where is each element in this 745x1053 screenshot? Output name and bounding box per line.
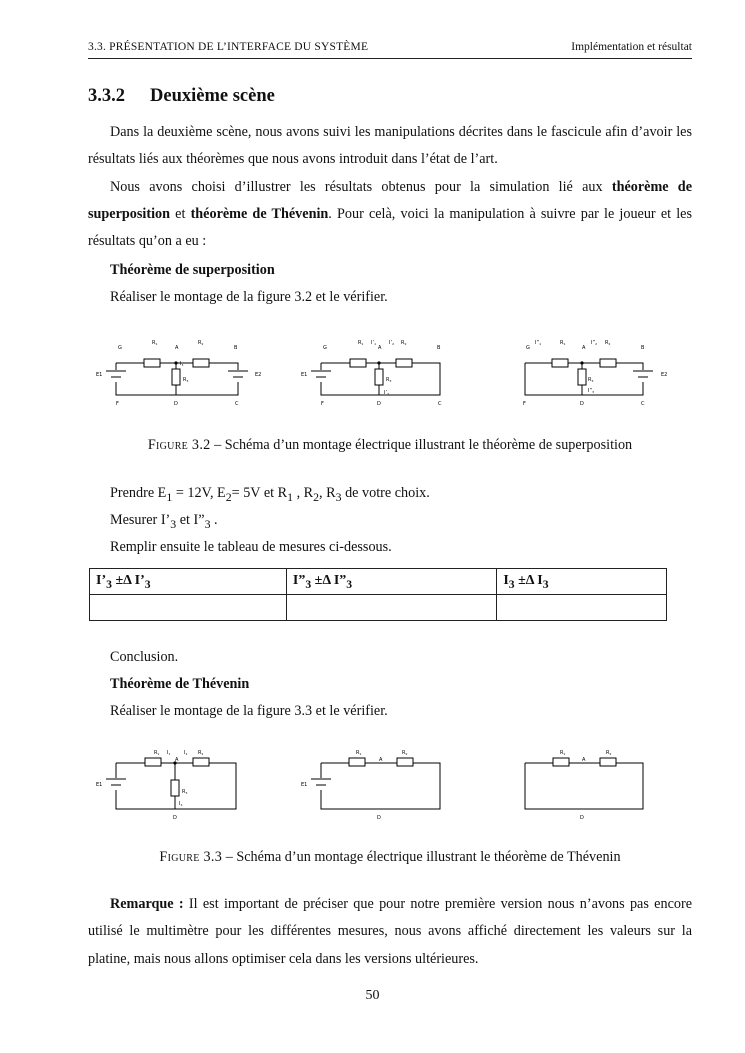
step-measure: Mesurer $I’_3$ et $I”_3$ . [110, 512, 218, 531]
label-g-2: G [323, 345, 327, 351]
label-r2-2: $R_2$ [401, 340, 407, 346]
label-b-2: B [437, 345, 441, 351]
p2-text-2: et [170, 205, 191, 222]
label-c-2: C [438, 401, 442, 407]
label-e2-3: E2 [661, 372, 668, 378]
label-d-1: D [174, 401, 178, 407]
figure-3-3-circuits [88, 742, 692, 824]
table-cell[interactable] [497, 595, 667, 621]
page-number: 50 [365, 988, 380, 1003]
label-c-3: C [641, 401, 645, 407]
label-r2-t3: $R_2$ [606, 750, 612, 756]
table-header-cell: $I’_3 \pm\Delta$ $I’_3$ [90, 569, 287, 595]
label-e1-t2: E1 [301, 782, 308, 788]
heading-thevenin: Théorème de Thévenin [110, 676, 250, 692]
label-a-t3: A [582, 757, 586, 763]
table-header-cell: $I_3 \pm\Delta$ $I_3$ [497, 569, 667, 595]
label-e1-t1: E1 [96, 782, 103, 788]
caption-figure-3-2 [88, 437, 692, 454]
label-r2-3: $R_2$ [605, 340, 611, 346]
remark-label: Remarque : [110, 896, 184, 912]
section-heading [88, 86, 275, 107]
label-r1-t2: $R_1$ [356, 750, 362, 756]
running-header-right: Implémentation et résultat [571, 41, 692, 53]
label-r1-1: $R_1$ [152, 340, 158, 346]
label-ipp2-3: $I”_2$ [591, 340, 597, 346]
running-header-left: 3.3. PRÉSENTATION DE L’INTERFACE DU SYSTÈME [88, 41, 369, 53]
label-r1-t3: $R_1$ [560, 750, 566, 756]
instruction-fig-3-3: Réaliser le montage de la figure 3.3 et le vérifier. [110, 703, 388, 719]
section-number: 3.3.2 [88, 86, 125, 106]
figure-3-2-circuits [88, 330, 692, 412]
caption-label-3-3: Figure 3.3 [159, 849, 223, 865]
remark-paragraph [88, 891, 692, 973]
table-row [90, 595, 667, 621]
label-r3-3: $R_3$ [588, 377, 594, 383]
label-g-3: G [526, 345, 530, 351]
label-b-1: B [234, 345, 238, 351]
label-r1-t1: $R_1$ [154, 750, 160, 756]
conclusion-label: Conclusion. [110, 649, 179, 665]
heading-superposition: Théorème de superposition [110, 262, 275, 278]
label-c-1: C [235, 401, 239, 407]
table-cell[interactable] [286, 595, 496, 621]
step-fill-table: Remplir ensuite le tableau de mesures ci-dessous. [110, 539, 392, 555]
label-g-1: G [118, 345, 122, 351]
label-d-t1: D [173, 815, 177, 821]
label-a-3: A [582, 345, 586, 351]
label-r1-3: $R_1$ [560, 340, 566, 346]
remark-text-block [88, 891, 692, 973]
label-d-3: D [580, 401, 584, 407]
label-a-t2: A [379, 757, 383, 763]
label-r2-t2: $R_2$ [402, 750, 408, 756]
label-e2-1: E2 [255, 372, 262, 378]
caption-text-3-3: – Schéma d’un montage électrique illustrant le théorème de Thévenin [222, 849, 621, 865]
label-a-t1: A [175, 757, 179, 763]
remark-text: Il est important de préciser que pour notre première version nous n’avons pas encore utilisé le multimètre pour les différentes mesures, nous avons affiché directement les valeurs sur la platine, mais nous allons optimiser cela dans les versions ultérieures. [88, 896, 692, 967]
label-r3-t1: $R_3$ [182, 789, 188, 795]
label-ip2-2: $I’_2$ [389, 340, 394, 346]
caption-label-3-2: Figure 3.2 [147, 437, 211, 453]
label-r2-t1: $R_2$ [198, 750, 204, 756]
label-e1-2: E1 [301, 372, 308, 378]
measurement-table [89, 568, 667, 621]
label-i2-t1: $I_2$ [184, 750, 188, 756]
caption-text-3-2: – Schéma d’un montage électrique illustrant le théorème de superposition [210, 437, 633, 453]
table-header-cell: $I”_3 \pm\Delta$ $I”_3$ [286, 569, 496, 595]
instruction-fig-3-2: Réaliser le montage de la figure 3.2 et le vérifier. [110, 289, 388, 305]
p2-text-3: . Pour celà, voici la manipulation à suivre par le joueur et les résultats qu’on a eu : [88, 205, 692, 250]
paragraph-2 [88, 174, 692, 256]
label-d-t2: D [377, 815, 381, 821]
caption-figure-3-3 [88, 849, 692, 866]
p2-text-1: Nous avons choisi d’illustrer les résultats obtenus pour la simulation lié aux [110, 178, 612, 195]
p2-bold-superposition: théorème de superposition [88, 178, 692, 222]
label-ip3-2: $I’_3$ [384, 390, 389, 396]
label-a-2: A [378, 345, 382, 351]
paragraph-1: Dans la deuxième scène, nous avons suivi les manipulations décrites dans le fascicule afin d’avoir les résultats liés aux théorèmes que nous avons introduit dans l’état de l’art. [88, 124, 692, 168]
label-d-2: D [377, 401, 381, 407]
label-r2-1: $R_2$ [198, 340, 204, 346]
label-ip1-2: $I’_1$ [371, 340, 376, 346]
label-f-1: F [116, 401, 119, 407]
label-f-2: F [321, 401, 324, 407]
label-i3-t1: $I_3$ [179, 801, 183, 807]
paragraph-intro [88, 119, 692, 255]
step-take-values: Prendre $E_1 = 12V$, $E_2= 5V$ et $R_1$ , $R_2$, $R_3$ de votre choix. [110, 485, 430, 504]
label-f-3: F [523, 401, 526, 407]
label-i3-1: $I_3$ [180, 361, 184, 367]
label-d-t3: D [580, 815, 584, 821]
label-a-1: A [175, 345, 179, 351]
label-r3-1: $R_3$ [183, 377, 189, 383]
label-r3-2: $R_3$ [386, 377, 392, 383]
p2-bold-thevenin: théorème de Thévenin [190, 205, 329, 222]
label-b-3: B [641, 345, 645, 351]
table-cell[interactable] [90, 595, 287, 621]
label-r1-2: $R_1$ [358, 340, 364, 346]
header-rule [88, 58, 692, 59]
section-title: Deuxième scène [150, 86, 275, 106]
label-ipp3-3: $I”_3$ [588, 388, 594, 394]
label-i1-t1: $I_1$ [167, 750, 171, 756]
label-ipp1-3: $I”_1$ [535, 340, 541, 346]
label-e1-1: E1 [96, 372, 103, 378]
table-header-row [90, 569, 667, 595]
